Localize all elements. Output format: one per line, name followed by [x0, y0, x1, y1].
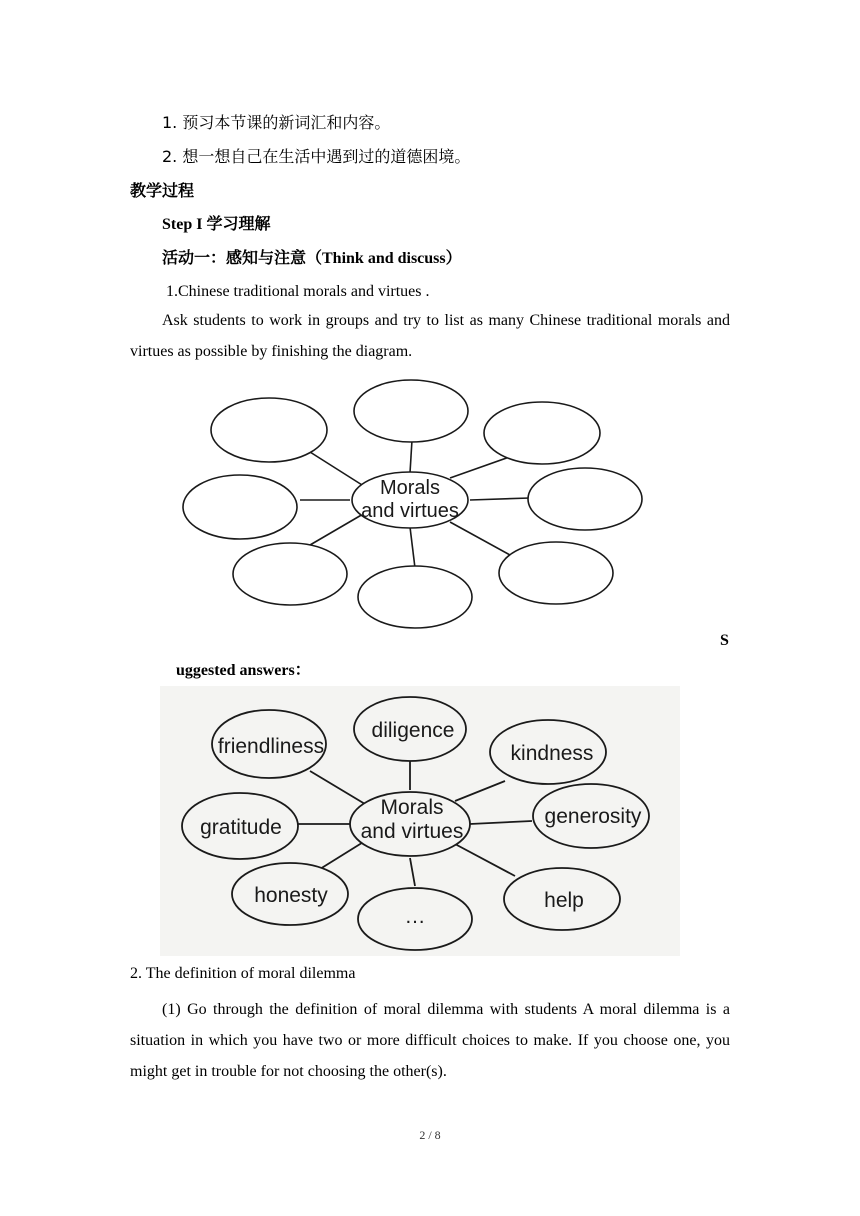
page-number: 2 / 8	[419, 1128, 441, 1142]
suggested-initial-letter: S	[720, 632, 729, 649]
task1-heading: 1.Chinese traditional morals and virtues .	[166, 283, 430, 300]
node-honesty: honesty	[254, 884, 328, 907]
activity-heading: 活动一：感知与注意（Think and discuss）	[162, 250, 462, 267]
prep-item-2: 2. 想一想自己在生活中遇到过的道德困境。	[162, 147, 471, 166]
node-ellipsis: …	[404, 905, 426, 928]
node-help: help	[544, 889, 584, 912]
step-heading: Step I 学习理解	[162, 216, 271, 233]
answers-mind-map	[160, 686, 680, 956]
blank-center-line2: and virtues	[361, 500, 459, 522]
node-friendliness: friendliness	[217, 735, 325, 758]
prep-item-1: 1. 预习本节课的新词汇和内容。	[162, 113, 391, 132]
answers-center-line2: and virtues	[360, 820, 464, 843]
node-diligence: diligence	[371, 719, 455, 742]
blank-mind-map	[160, 370, 680, 630]
task2-paragraph: (1) Go through the definition of moral dilemma with students A moral dilemma is a situation in which you have two or more difficult choices to make. If you choose one, you might get in trouble for not choosing the other(s).	[130, 1001, 730, 1080]
node-kindness: kindness	[510, 742, 594, 765]
node-gratitude: gratitude	[200, 816, 282, 839]
suggested-answers-label: uggested answers：	[176, 662, 311, 679]
section-title: 教学过程	[130, 181, 195, 200]
task1-instruction: Ask students to work in groups and try to list as many Chinese traditional morals and virtues as possible by finishing the diagram.	[130, 312, 730, 360]
task2-heading: 2. The definition of moral dilemma	[130, 965, 356, 982]
blank-center-line1: Morals	[379, 477, 441, 499]
node-generosity: generosity	[544, 805, 642, 828]
answers-center-line1: Morals	[380, 796, 444, 819]
